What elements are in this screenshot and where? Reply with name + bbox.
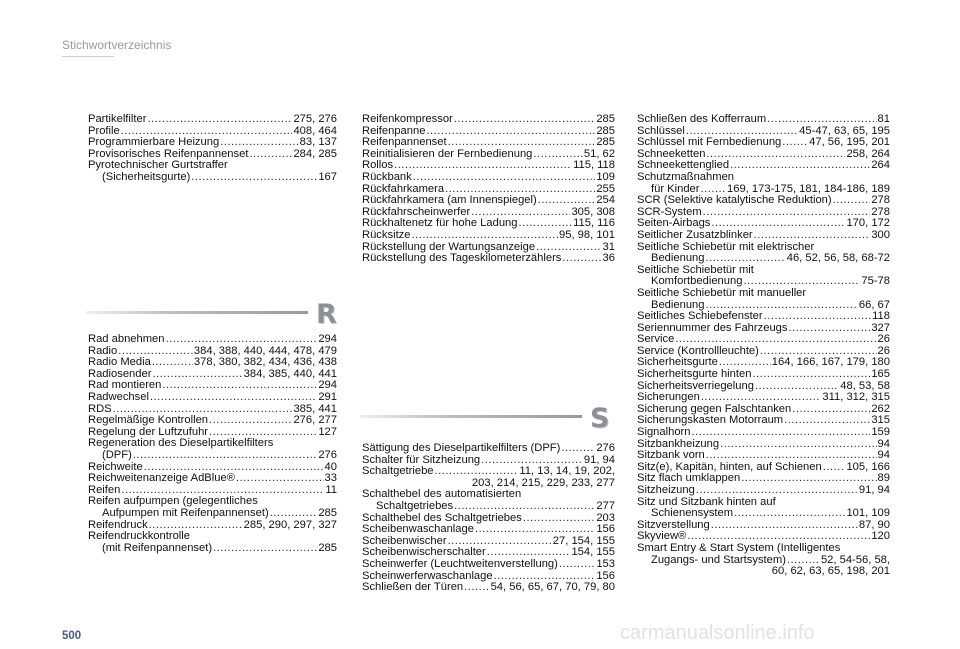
leader-dots bbox=[703, 207, 871, 219]
leader-dots bbox=[523, 513, 595, 525]
index-entry-label: Sitz flach umklappen bbox=[637, 472, 741, 485]
page-header-title: Stichwortverzeichnis bbox=[62, 38, 172, 52]
page-number: 500 bbox=[62, 630, 82, 642]
leader-dots bbox=[412, 230, 559, 242]
index-entry-label: Sicherheitsgurte hinten bbox=[637, 368, 752, 381]
index-entry-label: Partikelfilter bbox=[88, 113, 147, 125]
index-entry bbox=[362, 524, 615, 536]
index-entry bbox=[88, 450, 337, 462]
index-entry-label: Sitzbankheizung bbox=[637, 437, 720, 450]
index-entry-label: Bedienung bbox=[651, 252, 705, 265]
index-entry-pages: 311, 312, 315 bbox=[822, 391, 890, 404]
index-entry-label: Service bbox=[637, 333, 675, 346]
index-entry-pages: 153 bbox=[596, 557, 615, 570]
index-entry-pages: 46, 52, 56, 58, 68-72 bbox=[786, 252, 890, 265]
index-entry-label: Seitliches Schiebefenster bbox=[637, 310, 763, 323]
index-entry-pages: 52, 54-56, 58, bbox=[820, 553, 890, 566]
index-entry-label: Reifenpanne bbox=[362, 124, 426, 137]
leader-dots bbox=[692, 427, 871, 439]
index-column-2-r bbox=[362, 114, 615, 265]
index-entry-label: Radwechsel bbox=[88, 390, 149, 403]
index-entry-label: (DPF) bbox=[102, 448, 132, 461]
index-entry-label: Schneekettenglied bbox=[637, 159, 730, 172]
leader-dots bbox=[133, 450, 318, 462]
index-entry-pages: 264 bbox=[871, 159, 890, 172]
index-entry-pages: 258, 264 bbox=[846, 147, 890, 160]
index-entry-label: Scheibenwischerschalter bbox=[362, 546, 486, 559]
index-entry-label: Regelmäßige Kontrollen bbox=[88, 414, 209, 427]
leader-dots bbox=[734, 508, 845, 520]
index-entry-pages: 36 bbox=[602, 252, 615, 265]
index-entry-label: Seitlicher Zusatzblinker bbox=[637, 228, 753, 241]
leader-dots bbox=[413, 172, 596, 184]
index-entry-pages: 164, 166, 167, 179, 180 bbox=[771, 356, 890, 369]
index-entry bbox=[362, 501, 615, 513]
leader-dots bbox=[730, 160, 870, 172]
index-entry-label: Rückfahrscheinwerfer bbox=[362, 205, 471, 218]
index-entry-pages: 87, 90 bbox=[858, 518, 890, 531]
index-entry-pages: 285 bbox=[318, 506, 337, 519]
index-column-3-s bbox=[637, 114, 890, 578]
index-entry bbox=[88, 543, 337, 555]
index-entry-label: Reichweitenanzeige AdBlue® bbox=[88, 472, 235, 485]
index-entry-label: Smart Entry & Start System (Intelligentes bbox=[637, 541, 841, 554]
index-entry-label: Reifendruck bbox=[88, 518, 148, 531]
index-entry-label: Rückstellung der Wartungsanzeige bbox=[362, 240, 536, 253]
index-entry-pages: 47, 56, 195, 201 bbox=[809, 136, 890, 149]
index-entry-label: Schalthebel des automatisierten bbox=[362, 488, 522, 501]
section-header-r bbox=[86, 299, 337, 330]
section-header-s bbox=[360, 403, 615, 434]
index-entry bbox=[88, 172, 337, 184]
index-entry-label: Sitz(e), Kapitän, hinten, auf Schienen bbox=[637, 460, 822, 473]
leader-dots bbox=[562, 253, 601, 265]
index-entry-pages: 101, 109 bbox=[846, 507, 890, 520]
index-entry-label: (Sicherheitsgurte) bbox=[102, 170, 191, 183]
leader-dots bbox=[823, 462, 846, 474]
index-entry-label: Reinitialisieren der Fernbedienung bbox=[362, 147, 533, 160]
section-divider-r bbox=[86, 311, 308, 314]
index-entry-pages: 115, 118 bbox=[573, 159, 615, 172]
index-entry-pages: 254 bbox=[596, 194, 615, 207]
index-entry-label: Radio Media bbox=[88, 356, 151, 369]
index-entry-label: Provisorisches Reifenpannenset bbox=[88, 147, 249, 160]
index-entry-label: Regelung der Luftzufuhr bbox=[88, 425, 209, 438]
index-entry-label: Zugangs- und Startsystem) bbox=[651, 553, 786, 566]
index-entry-label: Sitzverstellung bbox=[637, 518, 710, 531]
index-entry-label: Schalthebel des Schaltgetriebes bbox=[362, 511, 522, 524]
index-entry-pages: 203 bbox=[596, 511, 615, 524]
index-entry-label: Sitzbank vorn bbox=[637, 449, 705, 462]
leader-dots bbox=[696, 485, 858, 497]
index-entry bbox=[637, 566, 890, 578]
index-entry-label: Schaltgetriebes bbox=[376, 499, 454, 512]
leader-dots bbox=[152, 369, 242, 381]
index-entry-pages: 170, 172 bbox=[846, 217, 890, 230]
index-entry-label: Scheinwerferwaschanlage bbox=[362, 569, 493, 582]
index-entry-pages: 83, 137 bbox=[299, 136, 337, 149]
index-entry-label: Rückfahrkamera bbox=[362, 182, 445, 195]
index-entry-pages: 11, 13, 14, 19, 202, bbox=[519, 465, 615, 478]
leader-dots bbox=[236, 473, 324, 485]
section-letter-s: S bbox=[590, 403, 610, 434]
index-entry-pages: 40 bbox=[324, 460, 337, 473]
index-entry bbox=[88, 415, 337, 427]
index-entry-label: Sicherungen bbox=[637, 391, 700, 404]
index-entry-pages: 277 bbox=[596, 499, 615, 512]
leader-dots bbox=[788, 323, 870, 335]
index-entry-label: Skyview® bbox=[637, 530, 687, 543]
leader-dots bbox=[792, 404, 870, 416]
index-entry-pages: 91, 94 bbox=[583, 453, 615, 466]
index-entry-pages: 45-47, 63, 65, 195 bbox=[799, 124, 890, 137]
index-entry-label: Schienensystem bbox=[651, 507, 734, 520]
index-column-1-r bbox=[88, 334, 337, 554]
header-divider bbox=[62, 56, 114, 57]
index-entry-pages: 327 bbox=[871, 321, 890, 334]
index-entry-label: Komfortbedienung bbox=[651, 275, 743, 288]
index-entry-label: Reifendruckkontrolle bbox=[88, 530, 190, 543]
index-entry bbox=[637, 230, 890, 242]
leader-dots bbox=[782, 137, 808, 149]
index-entry-pages: 300 bbox=[871, 228, 890, 241]
index-entry-pages: 94 bbox=[877, 449, 890, 462]
index-entry bbox=[637, 195, 890, 207]
index-entry-label: für Kinder bbox=[651, 182, 700, 195]
index-entry-pages: 285, 290, 297, 327 bbox=[243, 518, 337, 531]
leader-dots bbox=[754, 230, 871, 242]
index-entry-pages: 156 bbox=[596, 569, 615, 582]
index-entry-pages: 118 bbox=[872, 310, 890, 323]
index-entry bbox=[637, 427, 890, 439]
leader-dots bbox=[559, 559, 595, 571]
index-entry-label: Sitzheizung bbox=[637, 484, 695, 496]
index-entry-label: Sitz und Sitzbank hinten auf bbox=[637, 495, 776, 508]
index-entry bbox=[88, 531, 337, 543]
index-entry-pages: 378, 380, 382, 434, 436, 438 bbox=[193, 356, 337, 369]
index-entry-pages: 276 bbox=[596, 442, 615, 454]
index-entry-label: Schutzmaßnahmen bbox=[637, 170, 735, 183]
index-entry-pages: 48, 53, 58 bbox=[840, 379, 890, 392]
index-entry-label: Aufpumpen mit Reifenpannenset) bbox=[102, 506, 269, 519]
leader-dots bbox=[720, 439, 876, 451]
index-entry bbox=[637, 253, 890, 265]
index-entry-pages: 305, 308 bbox=[571, 205, 615, 218]
index-entry-label: Rollos bbox=[362, 159, 394, 172]
index-entry-pages: 285 bbox=[596, 124, 615, 137]
leader-dots bbox=[454, 114, 596, 126]
index-entry-pages: 26 bbox=[877, 344, 890, 357]
index-entry-pages: 31 bbox=[602, 240, 615, 253]
leader-dots bbox=[741, 473, 876, 485]
leader-dots bbox=[150, 392, 317, 404]
index-entry-label: Seitliche Schiebetür mit manueller bbox=[637, 286, 807, 299]
index-entry bbox=[637, 114, 890, 126]
index-entry-label: Rad abnehmen bbox=[88, 333, 165, 345]
index-entry bbox=[637, 288, 890, 300]
index-entry bbox=[362, 172, 615, 184]
index-entry-label: Radiosender bbox=[88, 367, 152, 380]
index-entry-label: Schaltgetriebe bbox=[362, 465, 434, 478]
index-entry-pages: 81 bbox=[877, 113, 890, 125]
index-entry-pages: 276, 277 bbox=[293, 414, 337, 427]
index-entry-label: Seiten-Airbags bbox=[637, 217, 711, 230]
index-entry-label: Sicherheitsgurte bbox=[637, 356, 718, 369]
index-entry-pages: 66, 67 bbox=[858, 298, 890, 311]
index-entry-pages: 60, 62, 63, 65, 198, 201 bbox=[771, 565, 890, 578]
index-entry-pages: 11 bbox=[325, 483, 337, 496]
index-entry-label: Radio bbox=[88, 344, 118, 357]
index-entry-pages: 75-78 bbox=[861, 275, 890, 288]
index-entry-label: Reichweite bbox=[88, 460, 143, 473]
index-entry-label: Bedienung bbox=[651, 298, 705, 311]
index-entry-label: Sicherheitsverriegelung bbox=[637, 379, 754, 392]
index-entry bbox=[362, 230, 615, 242]
index-entry-label: Scheibenwischer bbox=[362, 534, 447, 547]
section-divider-s bbox=[360, 415, 582, 418]
watermark-text: carmanualsonline.info bbox=[620, 622, 815, 644]
index-entry-pages: 169, 173-175, 181, 184-186, 189 bbox=[727, 182, 890, 195]
index-column-2-s bbox=[362, 443, 615, 594]
index-entry-pages: 408, 464 bbox=[293, 124, 337, 137]
index-entry-label: Rad montieren bbox=[88, 379, 162, 392]
leader-dots bbox=[764, 311, 872, 323]
index-entry-label: Schalter für Sitzheizung bbox=[362, 453, 481, 466]
index-entry-pages: 285 bbox=[596, 113, 615, 125]
leader-dots bbox=[561, 443, 595, 455]
leader-dots bbox=[752, 369, 870, 381]
index-entry bbox=[362, 195, 615, 207]
index-entry-pages: 384, 388, 440, 444, 478, 479 bbox=[193, 344, 337, 357]
index-entry-pages: 159 bbox=[871, 426, 890, 439]
index-entry-label: SCR (Selektive katalytische Reduktion) bbox=[637, 194, 832, 207]
index-entry-pages: 156 bbox=[596, 523, 615, 536]
index-entry-pages: 165 bbox=[871, 368, 890, 381]
leader-dots bbox=[147, 114, 292, 126]
index-entry bbox=[88, 334, 337, 346]
index-entry-pages: 51, 62 bbox=[583, 147, 615, 160]
index-entry-pages: 95, 98, 101 bbox=[559, 228, 615, 241]
leader-dots bbox=[166, 334, 318, 346]
index-entry bbox=[362, 253, 615, 265]
index-entry bbox=[637, 172, 890, 184]
index-entry-label: Service (Kontrollleuchte) bbox=[637, 344, 759, 357]
index-entry-pages: 203, 214, 215, 229, 233, 277 bbox=[471, 476, 615, 489]
leader-dots bbox=[426, 126, 595, 138]
index-entry-label: Regeneration des Dieselpartikelfilters bbox=[88, 437, 274, 450]
index-entry bbox=[362, 559, 615, 571]
leader-dots bbox=[209, 415, 292, 427]
index-entry-pages: 154, 155 bbox=[571, 546, 615, 559]
leader-dots bbox=[464, 582, 489, 594]
index-entry-label: Rückfahrkamera (am Innenspiegel) bbox=[362, 194, 537, 207]
leader-dots bbox=[711, 520, 858, 532]
index-entry-label: Rückstellung des Tageskilometerzählers bbox=[362, 252, 562, 265]
index-entry-label: Rückbank bbox=[362, 170, 412, 183]
leader-dots bbox=[454, 501, 595, 513]
leader-dots bbox=[162, 380, 317, 392]
leader-dots bbox=[767, 114, 876, 126]
index-entry-pages: 384, 385, 440, 441 bbox=[243, 367, 337, 380]
index-entry bbox=[637, 311, 890, 323]
index-entry bbox=[362, 582, 615, 594]
index-entry-pages: 54, 56, 65, 67, 70, 79, 80 bbox=[490, 581, 615, 594]
leader-dots bbox=[706, 253, 786, 265]
index-entry-label: Seitliche Schiebetür mit elektrischer bbox=[637, 240, 815, 253]
index-entry-label: Sättigung des Dieselpartikelfilters (DPF) bbox=[362, 442, 561, 454]
index-entry-pages: 27, 154, 155 bbox=[552, 534, 615, 547]
index-entry-pages: 115, 116 bbox=[573, 217, 615, 230]
index-entry bbox=[88, 392, 337, 404]
leader-dots bbox=[249, 149, 292, 161]
index-entry bbox=[88, 508, 337, 520]
index-entry-label: Schließen der Türen bbox=[362, 581, 464, 594]
index-entry-label: Scheinwerfer (Leuchtweitenverstellung) bbox=[362, 557, 558, 570]
leader-dots bbox=[784, 415, 870, 427]
index-entry-label: Reifenpannenset bbox=[362, 136, 447, 149]
index-entry-label: Schlüssel bbox=[637, 124, 685, 137]
index-entry-label: Scheibenwaschanlage bbox=[362, 523, 474, 536]
index-entry-pages: 89 bbox=[877, 472, 890, 485]
index-entry-label: Sicherung gegen Falschtanken bbox=[637, 402, 792, 415]
index-entry-pages: 278 bbox=[871, 205, 890, 218]
leader-dots bbox=[394, 160, 572, 172]
index-entry bbox=[637, 323, 890, 335]
index-entry-label: Rückhaltenetz für hohe Ladung bbox=[362, 217, 518, 230]
index-entry-pages: 167 bbox=[318, 170, 337, 183]
index-entry-pages: 285 bbox=[596, 136, 615, 149]
section-letter-r: R bbox=[316, 299, 337, 330]
index-entry-label: Signalhorn bbox=[637, 426, 691, 439]
leader-dots bbox=[213, 543, 317, 555]
index-entry-pages: 284, 285 bbox=[293, 147, 337, 160]
index-entry-label: Schneeketten bbox=[637, 147, 706, 160]
index-entry-label: Rücksitze bbox=[362, 228, 411, 241]
index-entry-label: Profile bbox=[88, 124, 120, 137]
leader-dots bbox=[152, 357, 193, 369]
index-entry-label: Seriennummer des Fahrzeugs bbox=[637, 321, 788, 334]
index-entry-pages: 33 bbox=[324, 472, 337, 485]
index-entry bbox=[637, 369, 890, 381]
index-entry-pages: 278 bbox=[871, 194, 890, 207]
index-entry bbox=[637, 543, 890, 555]
index-entry-label: Programmierbare Heizung bbox=[88, 136, 220, 149]
index-entry-label: (mit Reifenpannenset) bbox=[102, 541, 213, 554]
index-entry-pages: 26 bbox=[877, 333, 890, 346]
leader-dots bbox=[833, 195, 871, 207]
index-column-1-p bbox=[88, 114, 337, 184]
index-entry-pages: 294 bbox=[318, 379, 337, 392]
index-entry-label: Schlüssel mit Fernbedienung bbox=[637, 136, 782, 149]
index-entry-pages: 385, 441 bbox=[293, 402, 337, 415]
leader-dots bbox=[538, 195, 596, 207]
index-entry-pages: 255 bbox=[596, 182, 615, 195]
index-entry bbox=[88, 473, 337, 485]
index-entry-label: SCR-System bbox=[637, 205, 702, 218]
index-entry bbox=[637, 485, 890, 497]
index-entry bbox=[362, 114, 615, 126]
index-entry-pages: 109 bbox=[596, 170, 615, 183]
leader-dots bbox=[270, 508, 318, 520]
leader-dots bbox=[475, 524, 595, 536]
index-entry-pages: 291 bbox=[318, 390, 337, 403]
index-entry-pages: 285 bbox=[318, 541, 337, 554]
index-entry-label: Schließen des Kofferraum bbox=[637, 113, 767, 125]
index-entry-label: Reifen bbox=[88, 483, 121, 496]
index-entry-label: Reifenkompressor bbox=[362, 113, 453, 125]
index-entry-label: Pyrotechnischer Gurtstraffer bbox=[88, 159, 228, 172]
index-entry-pages: 94 bbox=[877, 437, 890, 450]
index-entry-label: Sicherungskasten Motorraum bbox=[637, 414, 784, 427]
index-entry-label: Seitliche Schiebetür mit bbox=[637, 263, 754, 276]
index-entry-pages: 91, 94 bbox=[858, 484, 890, 496]
index-entry-pages: 105, 166 bbox=[846, 460, 890, 473]
leader-dots bbox=[191, 172, 317, 184]
index-entry bbox=[362, 443, 615, 455]
index-entry-pages: 127 bbox=[318, 425, 337, 438]
index-entry-pages: 275, 276 bbox=[293, 113, 337, 125]
index-entry bbox=[88, 114, 337, 126]
index-entry-label: RDS bbox=[88, 402, 112, 415]
index-entry-pages: 120 bbox=[871, 530, 890, 543]
index-entry-pages: 262 bbox=[871, 402, 890, 415]
index-entry-pages: 276 bbox=[318, 448, 337, 461]
index-entry-pages: 315 bbox=[871, 414, 890, 427]
index-entry-pages: 294 bbox=[318, 333, 337, 345]
index-entry-label: Reifen aufpumpen (gelegentliches bbox=[88, 495, 258, 508]
